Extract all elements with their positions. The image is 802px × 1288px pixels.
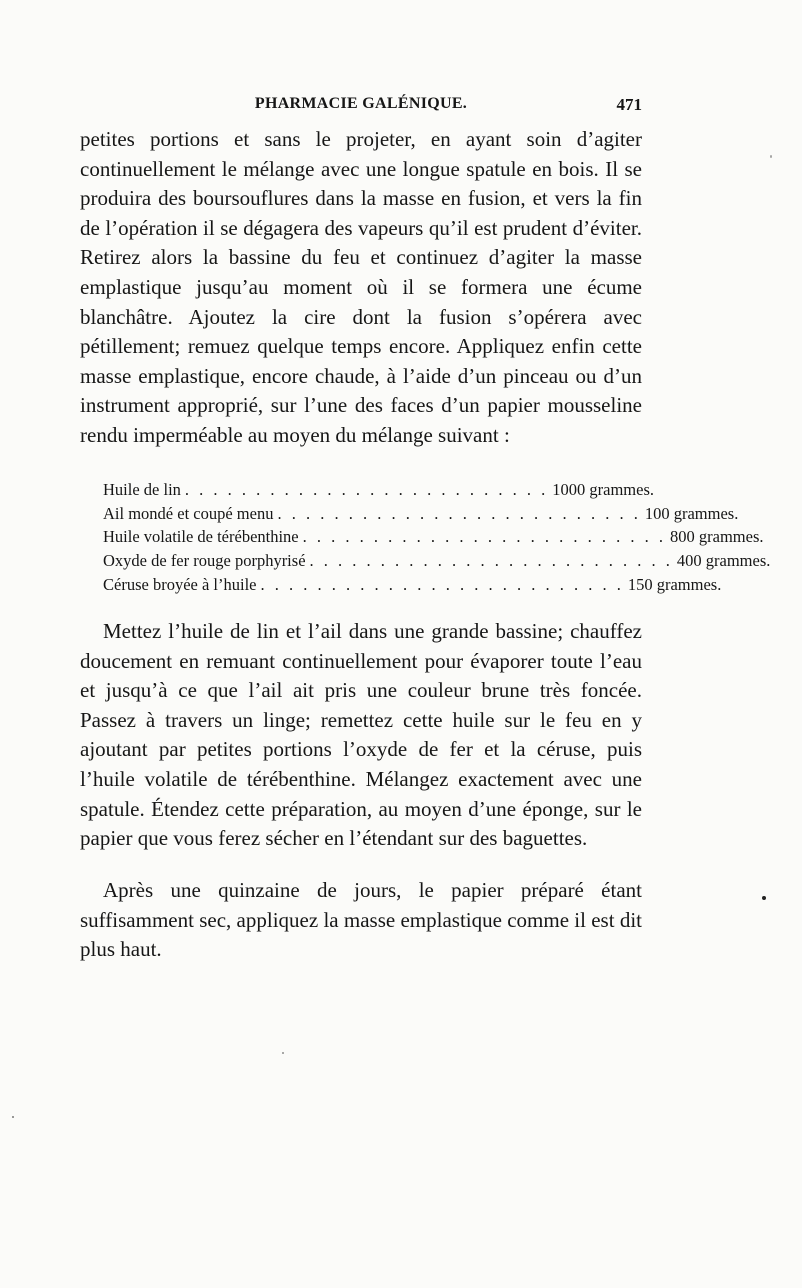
ingredient-list bbox=[103, 478, 771, 596]
ingredient-row bbox=[103, 478, 655, 502]
ingredient-name: Ail mondé et coupé menu bbox=[103, 503, 274, 523]
ingredient-name: Huile de lin bbox=[103, 480, 181, 499]
ingredient-quantity: 100 grammes. bbox=[644, 503, 739, 523]
ingredient-row bbox=[103, 549, 771, 573]
paragraph-preparation: Mettez l’huile de lin et l’ail dans une grande bassine; chauffez doucement en remuant continuellement pour évaporer toute l’eau et jusqu’à ce que l’ail ait pris une couleur brune très foncée. Passez à travers un linge; remettez cette huile sur le feu en y ajoutant par petites portions l’oxyde de fer et la céruse, puis l’huile volatile de térébenthine. Mélangez exactement avec une spatule. Étendez cette préparation, au moyen d’une éponge, sur le papier que vous ferez sécher en l’étendant sur des baguettes. bbox=[80, 619, 642, 851]
dot-leader: . . . . . . . . . . . . . . . . . . . . . . . . . . bbox=[309, 551, 673, 571]
dot-leader: . . . . . . . . . . . . . . . . . . . . . . . . . . bbox=[184, 480, 549, 499]
paper-speck bbox=[12, 1116, 14, 1118]
ingredient-quantity: 1000 grammes. bbox=[552, 480, 655, 499]
dot-leader: . . . . . . . . . . . . . . . . . . . . . . . . . . bbox=[260, 574, 624, 594]
ingredient-row bbox=[103, 573, 722, 597]
dot-leader: . . . . . . . . . . . . . . . . . . . . . . . . . . bbox=[277, 503, 641, 523]
paragraph-application: Après une quinzaine de jours, le papier préparé étant suffisamment sec, appliquez la masse emplastique comme il est dit plus haut. bbox=[80, 878, 642, 962]
paper-speck bbox=[282, 1052, 284, 1054]
ingredient-row bbox=[103, 525, 764, 549]
paper-speck bbox=[770, 155, 772, 158]
dot-leader: . . . . . . . . . . . . . . . . . . . . . . . . . . bbox=[302, 527, 667, 547]
ingredient-quantity: 400 grammes. bbox=[676, 551, 771, 571]
ingredient-name: Oxyde de fer rouge porphyrisé bbox=[103, 551, 306, 571]
page-number: 471 bbox=[616, 95, 642, 114]
paper-speck bbox=[762, 896, 766, 900]
running-title: PHARMACIE GALÉNIQUE. bbox=[254, 95, 468, 112]
ingredient-quantity: 800 grammes. bbox=[670, 527, 764, 547]
ingredient-row bbox=[103, 502, 739, 526]
ingredient-name: Huile volatile de térébenthine bbox=[103, 527, 299, 547]
ingredient-quantity: 150 grammes. bbox=[627, 574, 722, 594]
ingredient-name: Céruse broyée à l’huile bbox=[103, 574, 257, 594]
page-header bbox=[80, 95, 642, 119]
paragraph-continuation: petites portions et sans le projeter, en ayant soin d’agiter continuellement le mélange avec une longue spatule en bois. Il se produira des boursouflures dans la masse en fusion, et vers la fin de l’opération il se dégagera des vapeurs qu’il est prudent d’éviter. Retirez alors la bassine du feu et continuez d’agiter la masse emplastique jusqu’au moment où il se formera une écume blanchâtre. Ajoutez la cire dont la fusion s’opérera avec pétillement; remuez quelque temps encore. Appliquez enfin cette masse emplastique, encore chaude, à l’aide d’un pinceau ou d’un instrument approprié, sur l’une des faces d’un papier mousseline rendu imperméable au moyen du mélange suivant : bbox=[80, 127, 642, 447]
